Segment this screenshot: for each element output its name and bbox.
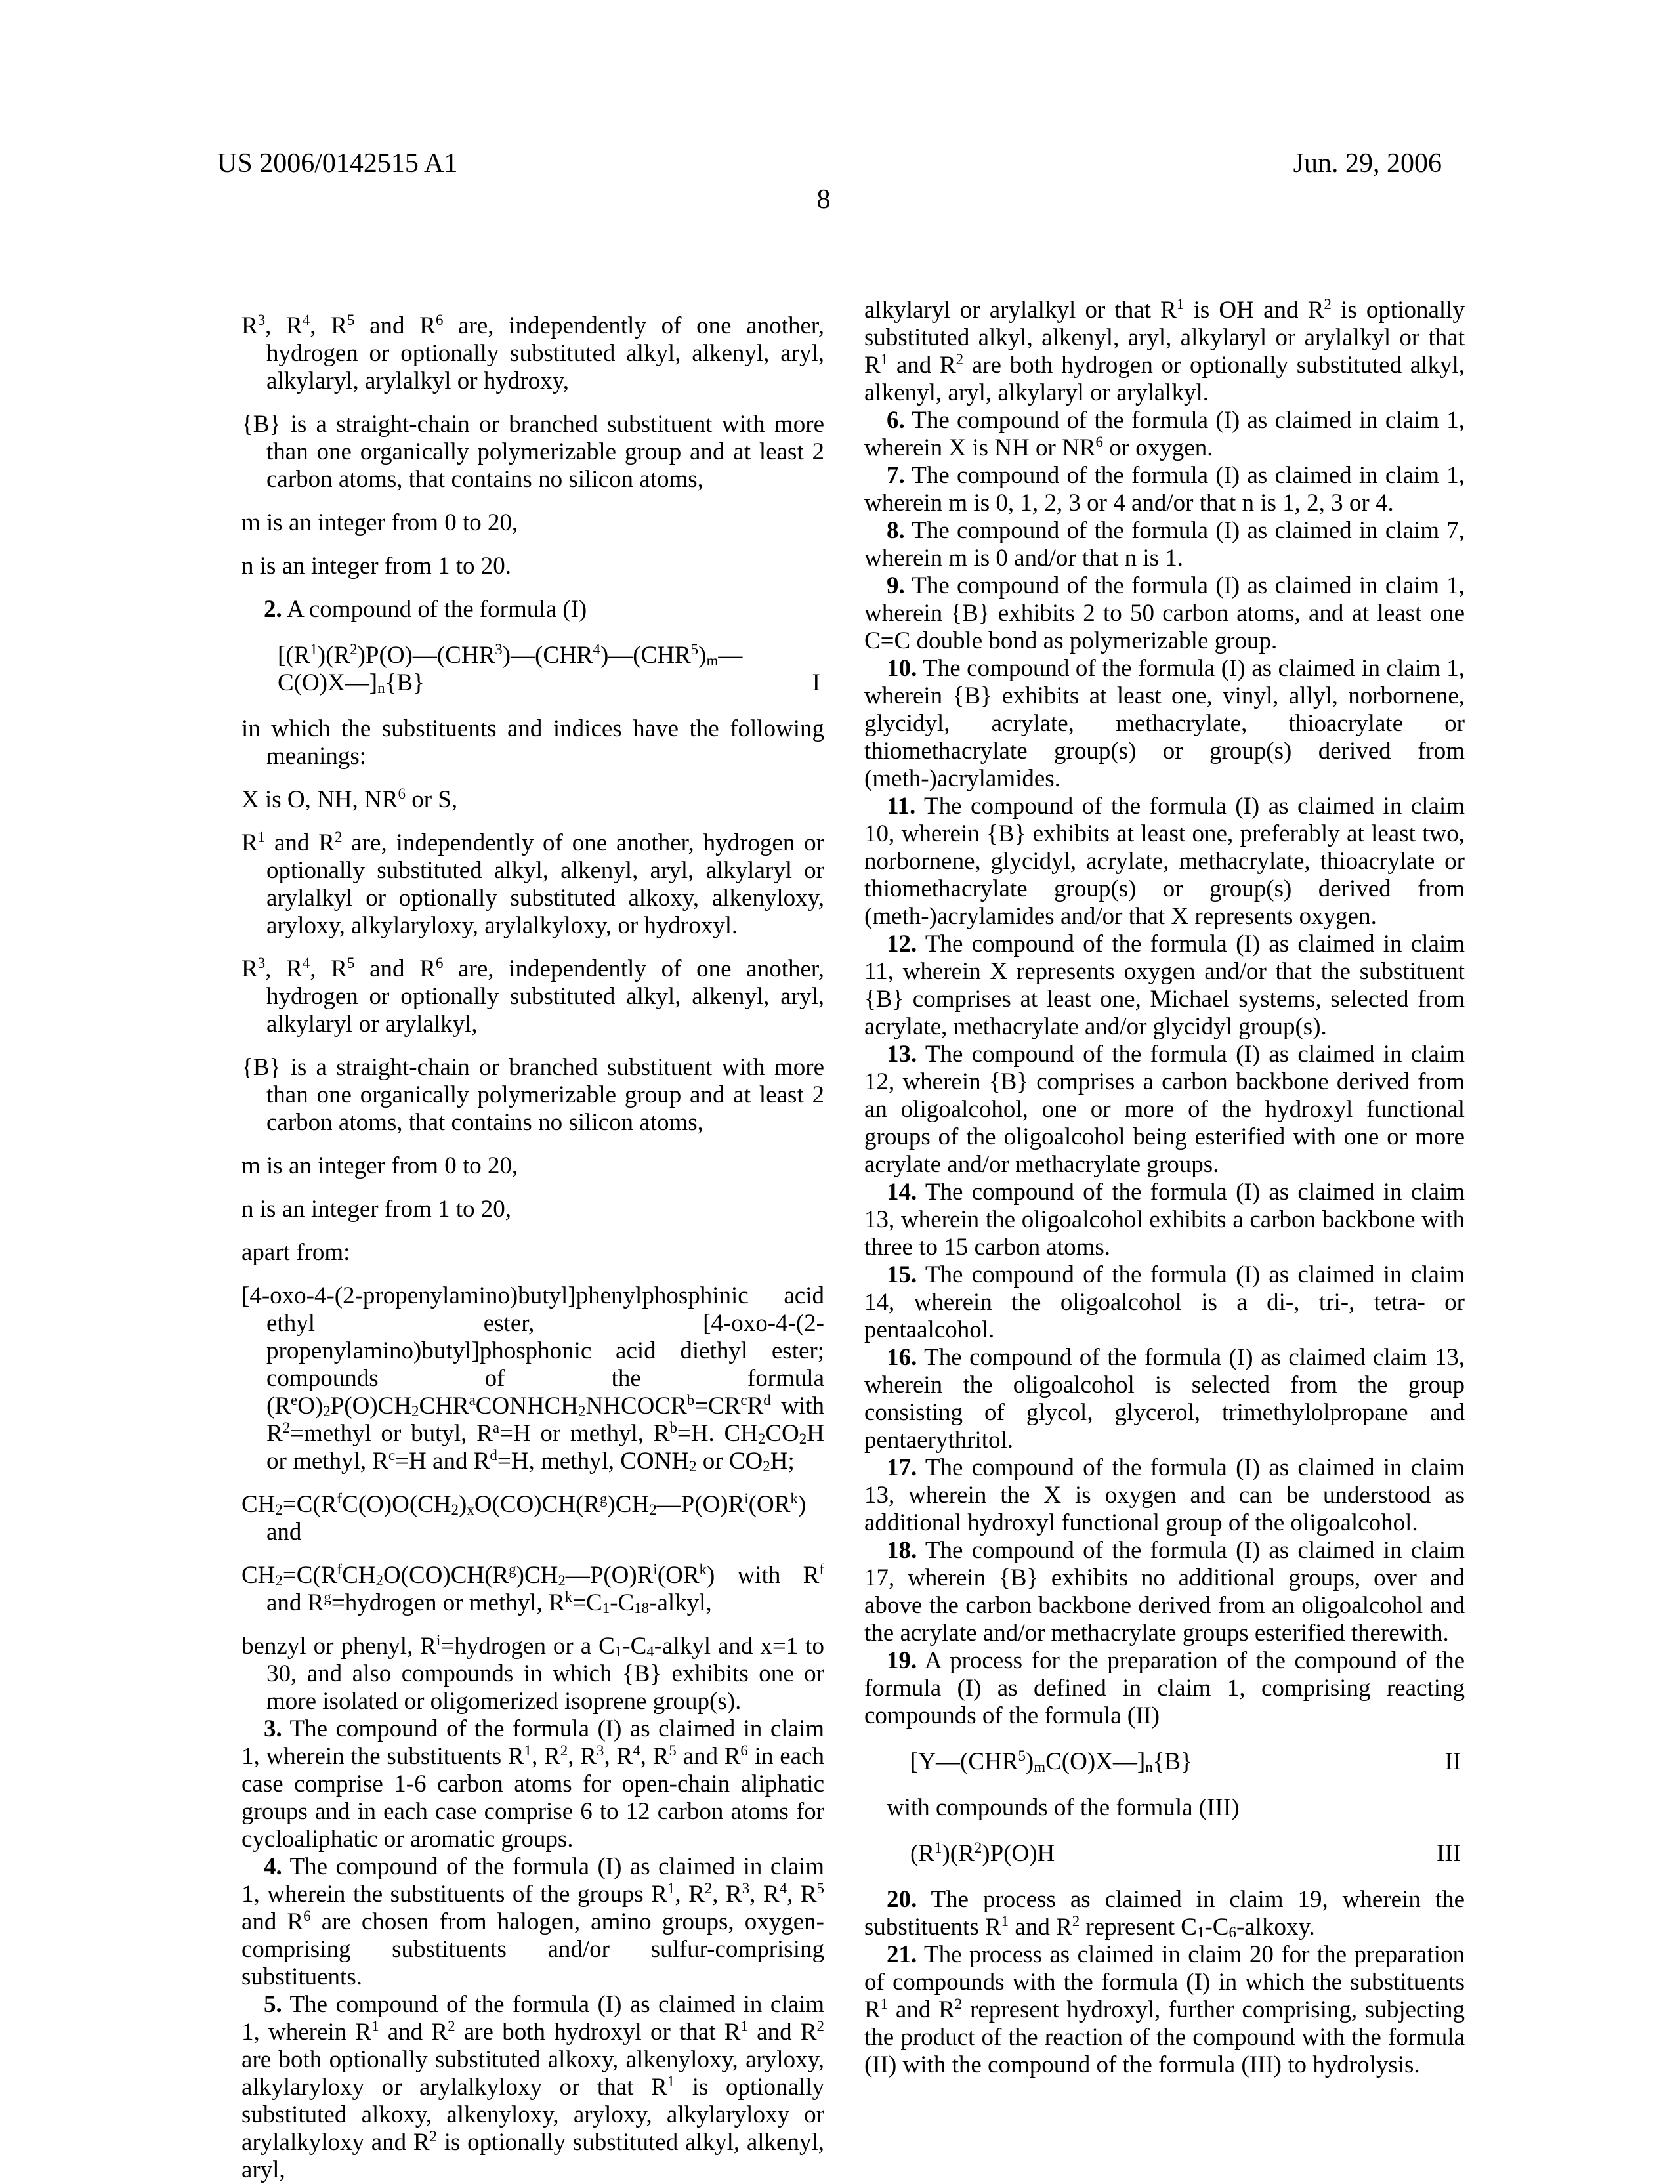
definition-paragraph: in which the substituents and indices have the following meanings: (242, 715, 824, 770)
definition-paragraph: $R^1$ and $R^2$ are, independently of one another, hydrogen or optionally substituted alkyl, alkenyl, aryl, alkylaryl or arylalkyl or optionally substituted alkoxy, alkenyloxy, aryloxy, alkylaryloxy, arylalkyloxy, or hydroxyl. (242, 829, 825, 939)
claim-number: 6. (887, 407, 905, 434)
claim-number: 5. (264, 1991, 282, 2018)
claim-number: 8. (887, 517, 905, 544)
claim-12-paragraph: 12. The compound of the formula (I) as claimed in claim 11, wherein X represents oxygen and/or that the substituent {B} comprises at least one, Michael systems, selected from acrylate, methacrylate and/or glycidyl group(s). (864, 931, 1465, 1040)
claim-16-paragraph: 16. The compound of the formula (I) as claimed claim 13, wherein the oligoalcohol is selected from the group consisting of glycol, glycerol, trimethylolpropane and pentaerythritol. (864, 1344, 1465, 1454)
formula-roman-numeral: II (1444, 1748, 1461, 1775)
claim-11-paragraph: 11. The compound of the formula (I) as claimed in claim 10, wherein {B} exhibits at least one, preferably at least two, norbornene, glycidyl, acrylate, methacrylate, thioacrylate or thiomethacrylate group(s) or group(s) derived from (meth-)acrylamides and/or that X represents oxygen. (864, 793, 1465, 930)
definition-paragraph: $R^3$, $R^4$, $R^5$ and $R^6$ are, independently of one another, hydrogen or optionally substituted alkyl, alkenyl, aryl, alkylaryl, arylalkyl or hydroxy, (242, 312, 824, 394)
definition-paragraph: benzyl or phenyl, $R^i=hydrogen$ or a $C_1-C_4$-alkyl and x=1 to 30, and also compounds in which {B} exhibits one or more isolated or oligomerized isoprene group(s). (242, 1632, 825, 1715)
claim-18-paragraph: 18. The compound of the formula (I) as claimed in claim 17, wherein {B} exhibits no additional groups, over and above the carbon backbone derived from an oligoalcohol and the acrylate and/or methacrylate groups esterified therewith. (864, 1537, 1465, 1647)
claim-number: 13. (887, 1041, 917, 1068)
claim-5-paragraph: 5. The compound of the formula (I) as claimed in claim 1, wherein $R^1$ and $R^2$ are both hydroxyl or that $R^1$ and $R^2$ are both optionally substituted alkoxy, alkenyloxy, aryloxy, alkylaryloxy or arylalkyloxy or that $R^1$ is optionally substituted alkoxy, alkenyloxy, aryloxy, alkylaryloxy or arylalkyloxy and $R^2$ is optionally substituted alkyl, alkenyl, aryl, (242, 1991, 824, 2183)
text-paragraph: alkylaryl or arylalkyl or that $R^1$ is OH and $R^2$ is optionally substituted alkyl, alkenyl, aryl, alkylaryl or arylalkyl or that $R^1$ and $R^2$ are both hydrogen or optionally substituted alkyl, alkenyl, aryl, alkylaryl or arylalkyl. (864, 296, 1465, 406)
claim-13-paragraph: 13. The compound of the formula (I) as claimed in claim 12, wherein {B} comprises a carbon backbone derived from an oligoalcohol, one or more of the hydroxyl functional groups of the oligoalcohol being esterified with one or more acrylate and/or methacrylate groups. (864, 1041, 1465, 1178)
definition-paragraph: $CH_2=C(R^fC(O)O(CH_2)_xO(CO)CH(R^g)CH_2—P(O)R^i(OR^k)$ and (242, 1490, 807, 1545)
claim-number: 2. (264, 596, 282, 623)
claim-8-paragraph: 8. The compound of the formula (I) as claimed in claim 7, wherein m is 0 and/or that n is 1. (864, 517, 1465, 572)
definition-paragraph: n is an integer from 1 to 20. (242, 553, 512, 579)
claim-number: 16. (887, 1344, 917, 1371)
right-column (864, 297, 1465, 2079)
claim-17-paragraph: 17. The compound of the formula (I) as claimed in claim 13, wherein the X is oxygen and can be understood as additional hydroxyl functional group of the oligoalcohol. (864, 1454, 1465, 1536)
definition-paragraph: m is an integer from 0 to 20, (242, 509, 518, 536)
definition-paragraph: $R^3$, $R^4$, $R^5$ and $R^6$ are, independently of one another, hydrogen or optionally substituted alkyl, alkenyl, aryl, alkylaryl or arylalkyl, (242, 955, 824, 1038)
chemical-formula-block (864, 1840, 1465, 1868)
claim-number: 10. (887, 655, 917, 682)
claim-number: 12. (887, 931, 917, 957)
formula-roman-numeral: III (1437, 1840, 1461, 1867)
claim-number: 9. (887, 572, 905, 599)
claim-number: 15. (887, 1261, 917, 1288)
claim-number: 17. (887, 1454, 917, 1481)
formula-line: $C(O)X—]_n\{B\}$ (278, 669, 425, 697)
claim-number: 18. (887, 1537, 917, 1564)
formula-roman-numeral: I (812, 669, 820, 696)
definition-paragraph: [4-oxo-4-(2-propenylamino)butyl]phenylphosphinic acid ethyl ester, [4-oxo-4-(2-propenylamino)butyl]phosphonic acid diethyl ester; compounds of the formula $(R^eO)_2P(O)CH_2CHR^aCONHCH_2NHCOCR^b=CR^cR^d$ with $R^2=methyl$ or butyl, $R^a=H$ or methyl, $R^b=H$. $CH_2CO_2H$ or methyl, $R^c=H$ and $R^d=H$, methyl, $CONH_2$ or $CO_2H$; (242, 1282, 824, 1475)
claim-number: 4. (264, 1853, 282, 1880)
left-column (242, 297, 824, 2184)
claim-number: 11. (887, 793, 916, 820)
claim-10-paragraph: 10. The compound of the formula (I) as claimed in claim 1, wherein {B} exhibits at least one, vinyl, allyl, norbornene, glycidyl, acrylate, methacrylate, thioacrylate or thiomethacrylate group(s) or group(s) derived from (meth-)acrylamides. (864, 655, 1465, 792)
definition-paragraph: apart from: (242, 1239, 350, 1266)
claim-21-paragraph: 21. The process as claimed in claim 20 for the preparation of compounds with the formula (I) in which the substituents $R^1$ and $R^2$ represent hydroxyl, further comprising, subjecting the product of the reaction of the compound with the formula (II) with the compound of the formula (III) to hydrolysis. (864, 1941, 1465, 2078)
publication-date: Jun. 29, 2006 (1293, 148, 1442, 178)
formula-line: $[Y—(CHR^5)_mC(O)X—]_n\{B\}$ (910, 1748, 1192, 1776)
definition-paragraph: {B} is a straight-chain or branched substituent with more than one organically polymerizable group and at least 2 carbon atoms, that contains no silicon atoms, (242, 411, 824, 493)
claim-20-paragraph: 20. The process as claimed in claim 19, wherein the substituents $R^1$ and $R^2$ represent $C_1-C_6$-alkoxy. (864, 1886, 1465, 1941)
page-number: 8 (816, 184, 831, 215)
definition-paragraph: {B} is a straight-chain or branched substituent with more than one organically polymerizable group and at least 2 carbon atoms, that contains no silicon atoms, (242, 1054, 824, 1136)
claim-14-paragraph: 14. The compound of the formula (I) as claimed in claim 13, wherein the oligoalcohol exhibits a carbon backbone with three to 15 carbon atoms. (864, 1179, 1465, 1261)
formula-line: $(R^1)(R^2)P(O)H$ (910, 1839, 1055, 1867)
claim-number: 14. (887, 1179, 917, 1206)
claim-2-paragraph: 2. A compound of the formula (I) (264, 596, 587, 623)
claim-9-paragraph: 9. The compound of the formula (I) as claimed in claim 1, wherein {B} exhibits 2 to 50 carbon atoms, and at least one C=C double bond as polymerizable group. (864, 572, 1465, 654)
claim-6-paragraph: 6. The compound of the formula (I) as claimed in claim 1, wherein X is NH or $NR^6$ or oxygen. (864, 407, 1465, 461)
definition-paragraph: $CH_2=C(R^fCH_2O(CO)CH(R^g)CH_2—P(O)R^i(OR^k)$ with $R^f$ and $R^g=hydrogen$ or methyl, $R^k=C_1-C_{18}$-alkyl, (242, 1561, 824, 1617)
definition-paragraph: m is an integer from 0 to 20, (242, 1152, 518, 1179)
definition-paragraph: n is an integer from 1 to 20, (242, 1196, 512, 1223)
text-paragraph: with compounds of the formula (III) (887, 1794, 1240, 1821)
claim-19-paragraph: 19. A process for the preparation of the compound of the formula (I) as defined in claim 1, comprising reacting compounds of the formula (II) (864, 1647, 1465, 1729)
publication-number: US 2006/0142515 A1 (217, 148, 458, 178)
chemical-formula-block (242, 642, 824, 697)
claim-3-paragraph: 3. The compound of the formula (I) as claimed in claim 1, wherein the substituents $R^1$, $R^2$, $R^3$, $R^4$, $R^5$ and $R^6$ in each case comprise 1-6 carbon atoms for open-chain aliphatic groups and in each case comprise 6 to 12 carbon atoms for cycloaliphatic or aromatic groups. (242, 1715, 824, 1853)
claim-7-paragraph: 7. The compound of the formula (I) as claimed in claim 1, wherein m is 0, 1, 2, 3 or 4 and/or that n is 1, 2, 3 or 4. (864, 462, 1465, 516)
chemical-formula-block (864, 1748, 1465, 1776)
claim-number: 21. (887, 1941, 917, 1968)
claim-15-paragraph: 15. The compound of the formula (I) as claimed in claim 14, wherein the oligoalcohol is a di-, tri-, tetra- or pentaalcohol. (864, 1261, 1465, 1343)
claim-number: 19. (887, 1647, 917, 1674)
claim-4-paragraph: 4. The compound of the formula (I) as claimed in claim 1, wherein the substituents of the groups $R^1$, $R^2$, $R^3$, $R^4$, $R^5$ and $R^6$ are chosen from halogen, amino groups, oxygen-comprising substituents and/or sulfur-comprising substituents. (242, 1853, 825, 1990)
claim-number: 7. (887, 462, 905, 489)
definition-paragraph: X is O, NH, $NR^6$ or S, (242, 786, 458, 813)
claim-number: 3. (264, 1715, 282, 1742)
formula-line: [$(R^1)(R^2)P(O)—(CHR^3)—(CHR^4)—(CHR^5)_m—$ (278, 641, 743, 669)
claim-number: 20. (887, 1886, 917, 1913)
